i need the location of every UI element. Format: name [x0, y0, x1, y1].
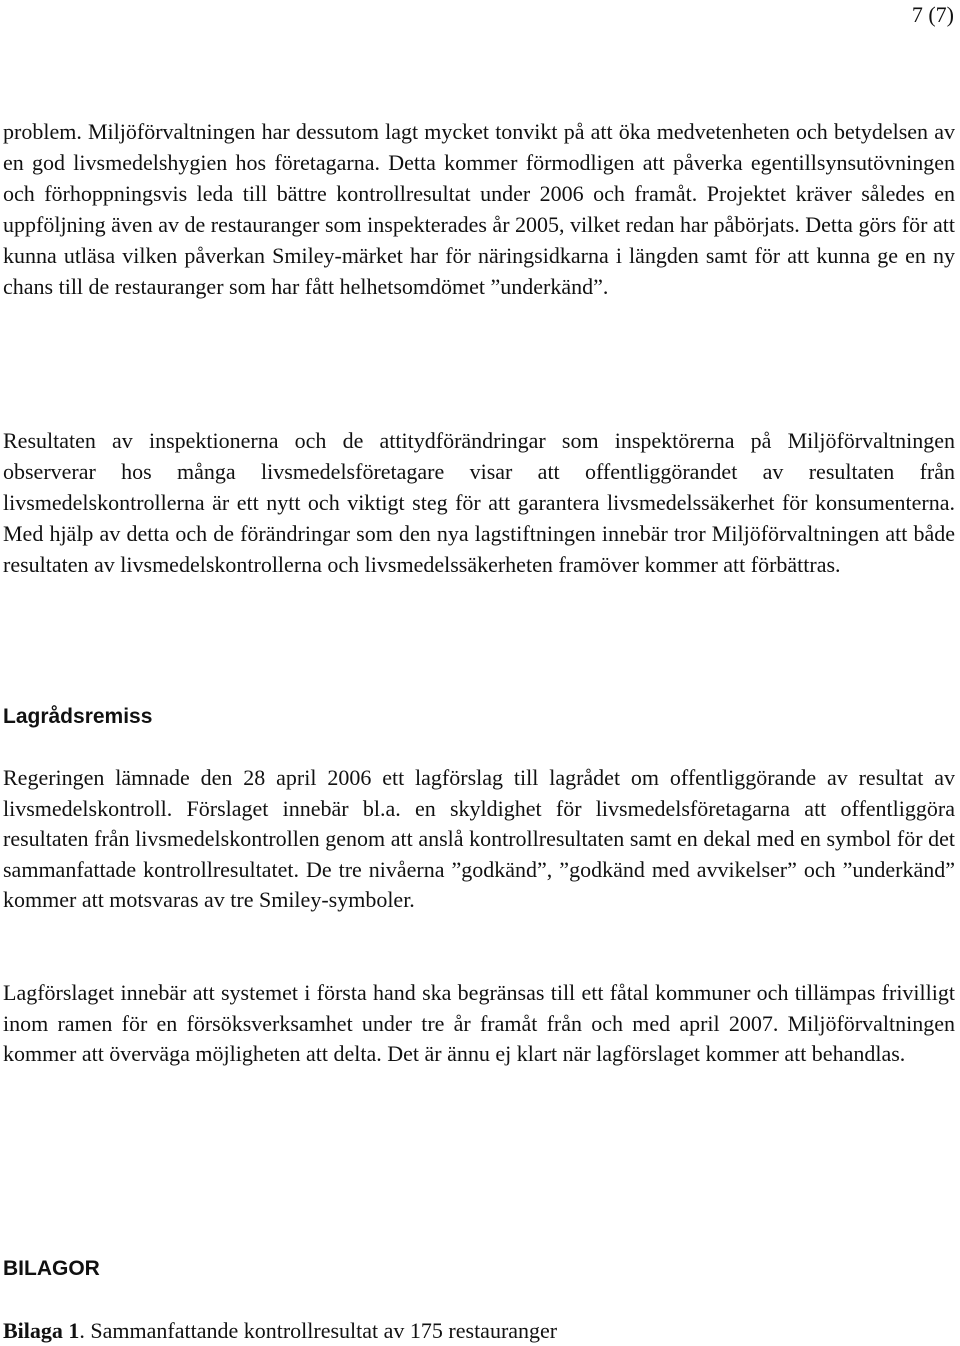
heading-bilagor: BILAGOR: [3, 1257, 100, 1280]
attachment-label: Bilaga 1: [3, 1318, 80, 1343]
body-paragraph-lagradsremiss: Regeringen lämnade den 28 april 2006 ett lagförslag till lagrådet om offentliggörande av resultat av livsmedelskontroll. Förslaget innebär bl.a. en skyldighet för livsmedelsföretagarna att offentliggöra resultaten från livsmedelskontrollen genom att anslå kontrollresultaten samt en dekal med en symbol för det sammanfattade kontrollresultatet. De tre nivåerna ”godkänd”, ”godkänd med avvikelser” och ”underkänd” kommer att motsvaras av tre Smiley-symboler.: [3, 765, 955, 912]
body-paragraph-project-followup: problem. Miljöförvaltningen har dessutom lagt mycket tonvikt på att öka medvetenheten och betydelsen av en god livsmedelshygien hos företagarna. Detta kommer förmodligen att påverka egentillsynsutövningen och förhoppningsvis leda till bättre kontrollresultat under 2006 och framåt. Projektet kräver således en uppföljning även av de restauranger som inspekterades år 2005, vilket redan har påbörjats. Detta görs för att kunna utläsa vilken påverkan Smiley-märket har för näringsidkarna i längden samt för att kunna ge en ny chans till de restauranger som har fått helhetsomdömet ”underkänd”.: [3, 119, 955, 299]
attachment-line: [3, 1316, 557, 1346]
page-number: 7 (7): [911, 2, 954, 27]
body-paragraph-lagforslag: Lagförslaget innebär att systemet i första hand ska begränsas till ett fåtal kommuner och tillämpas frivilligt inom ramen för en försöksverksamhet under tre år framåt från och med april 2007. Miljöförvaltningen kommer att överväga möjligheten att delta. Det är ännu ej klart när lagförslaget kommer att behandlas.: [3, 980, 955, 1066]
body-paragraph-results: Resultaten av inspektionerna och de attitydförändringar som inspektörerna på Miljöförvaltningen observerar hos många livsmedelsföretagare visar att offentliggörandet av resultaten från livsmedelskontrollerna är ett nytt och viktigt steg för att garantera livsmedelssäkerhet för konsumenterna. Med hjälp av detta och de förändringar som den nya lagstiftningen innebär tror Miljöförvaltningen att både resultaten av livsmedelskontrollerna och livsmedelssäkerheten framöver kommer att förbättras.: [3, 428, 955, 577]
heading-lagradsremiss: Lagrådsremiss: [3, 705, 153, 728]
attachment-text: . Sammanfattande kontrollresultat av 175 restauranger: [79, 1318, 558, 1343]
